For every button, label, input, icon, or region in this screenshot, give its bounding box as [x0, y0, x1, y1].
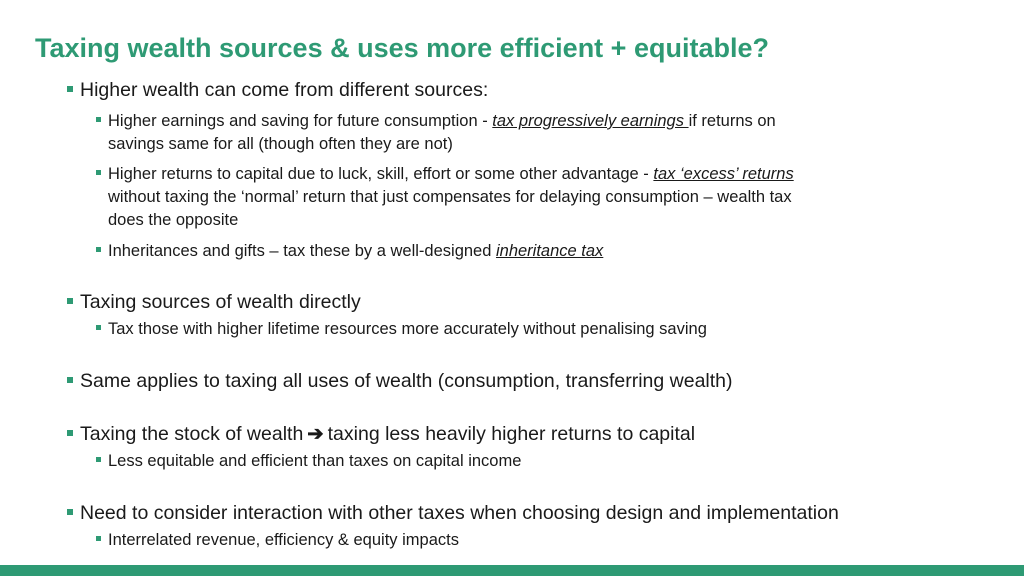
bullet-square-icon	[67, 298, 73, 304]
bullet-square-icon	[67, 86, 73, 92]
sub-bullet-text: Higher returns to capital due to luck, skill, effort or some other advantage -	[108, 165, 654, 183]
sub-bullet-line: savings same for all (though often they are not)	[108, 135, 453, 153]
bullet-square-icon	[67, 377, 73, 383]
sub-bullet-earnings	[108, 110, 776, 156]
bullet-square-icon	[96, 117, 101, 122]
footer-bar	[0, 565, 1024, 576]
sub-bullet-interrelated-impacts	[108, 529, 459, 552]
bullet-taxing-sources	[80, 291, 361, 313]
sub-bullet-line	[108, 240, 603, 263]
bullet-square-icon	[96, 457, 101, 462]
sub-bullet-text: Inheritances and gifts – tax these by a well-designed	[108, 242, 496, 260]
sub-bullet-text: Tax those with higher lifetime resources more accurately without penalising saving	[108, 320, 707, 338]
sub-bullet-lifetime-resources	[108, 318, 707, 341]
sub-bullet-less-equitable	[108, 450, 521, 473]
bullet-text: Need to consider interaction with other taxes when choosing design and implementation	[80, 502, 839, 524]
bullet-text: Taxing sources of wealth directly	[80, 291, 361, 313]
sub-bullet-returns	[108, 163, 794, 232]
bullet-square-icon	[96, 170, 101, 175]
sub-bullet-text: if returns on	[688, 112, 776, 130]
bullet-square-icon	[96, 536, 101, 541]
emphasis-text: tax ‘excess’ returns	[653, 165, 794, 183]
emphasis-text: inheritance tax	[495, 242, 604, 260]
right-arrow-icon: ➔	[307, 423, 324, 445]
sub-bullet-text: Less equitable and efficient than taxes on capital income	[108, 452, 522, 470]
bullet-wealth-sources	[80, 79, 488, 101]
sub-bullet-line: does the opposite	[108, 211, 239, 229]
sub-bullet-inheritances	[108, 240, 603, 263]
bullet-square-icon	[96, 247, 101, 252]
sub-bullet-line: without taxing the ‘normal’ return that just compensates for delaying consumption – wealth tax	[108, 188, 792, 206]
sub-bullet-text: Interrelated revenue, efficiency & equity impacts	[108, 531, 459, 549]
bullet-square-icon	[96, 325, 101, 330]
bullet-square-icon	[67, 430, 73, 436]
bullet-text: Taxing the stock of wealth	[80, 423, 304, 445]
bullet-text: Same applies to taxing all uses of wealth (consumption, transferring wealth)	[80, 370, 733, 392]
sub-bullet-text: Higher earnings and saving for future consumption -	[108, 112, 493, 130]
sub-bullet-line	[108, 163, 794, 186]
emphasis-text: tax progressively earnings	[492, 112, 689, 130]
bullet-interaction-other-taxes	[80, 502, 839, 524]
bullet-text: taxing less heavily higher returns to capital	[327, 423, 696, 445]
bullet-uses-of-wealth	[80, 370, 733, 392]
bullet-square-icon	[67, 509, 73, 515]
bullet-stock-of-wealth	[80, 423, 695, 445]
slide-title: Taxing wealth sources & uses more efficient + equitable?	[35, 33, 769, 63]
bullet-text: Higher wealth can come from different sources:	[80, 79, 489, 101]
sub-bullet-line	[108, 110, 776, 133]
